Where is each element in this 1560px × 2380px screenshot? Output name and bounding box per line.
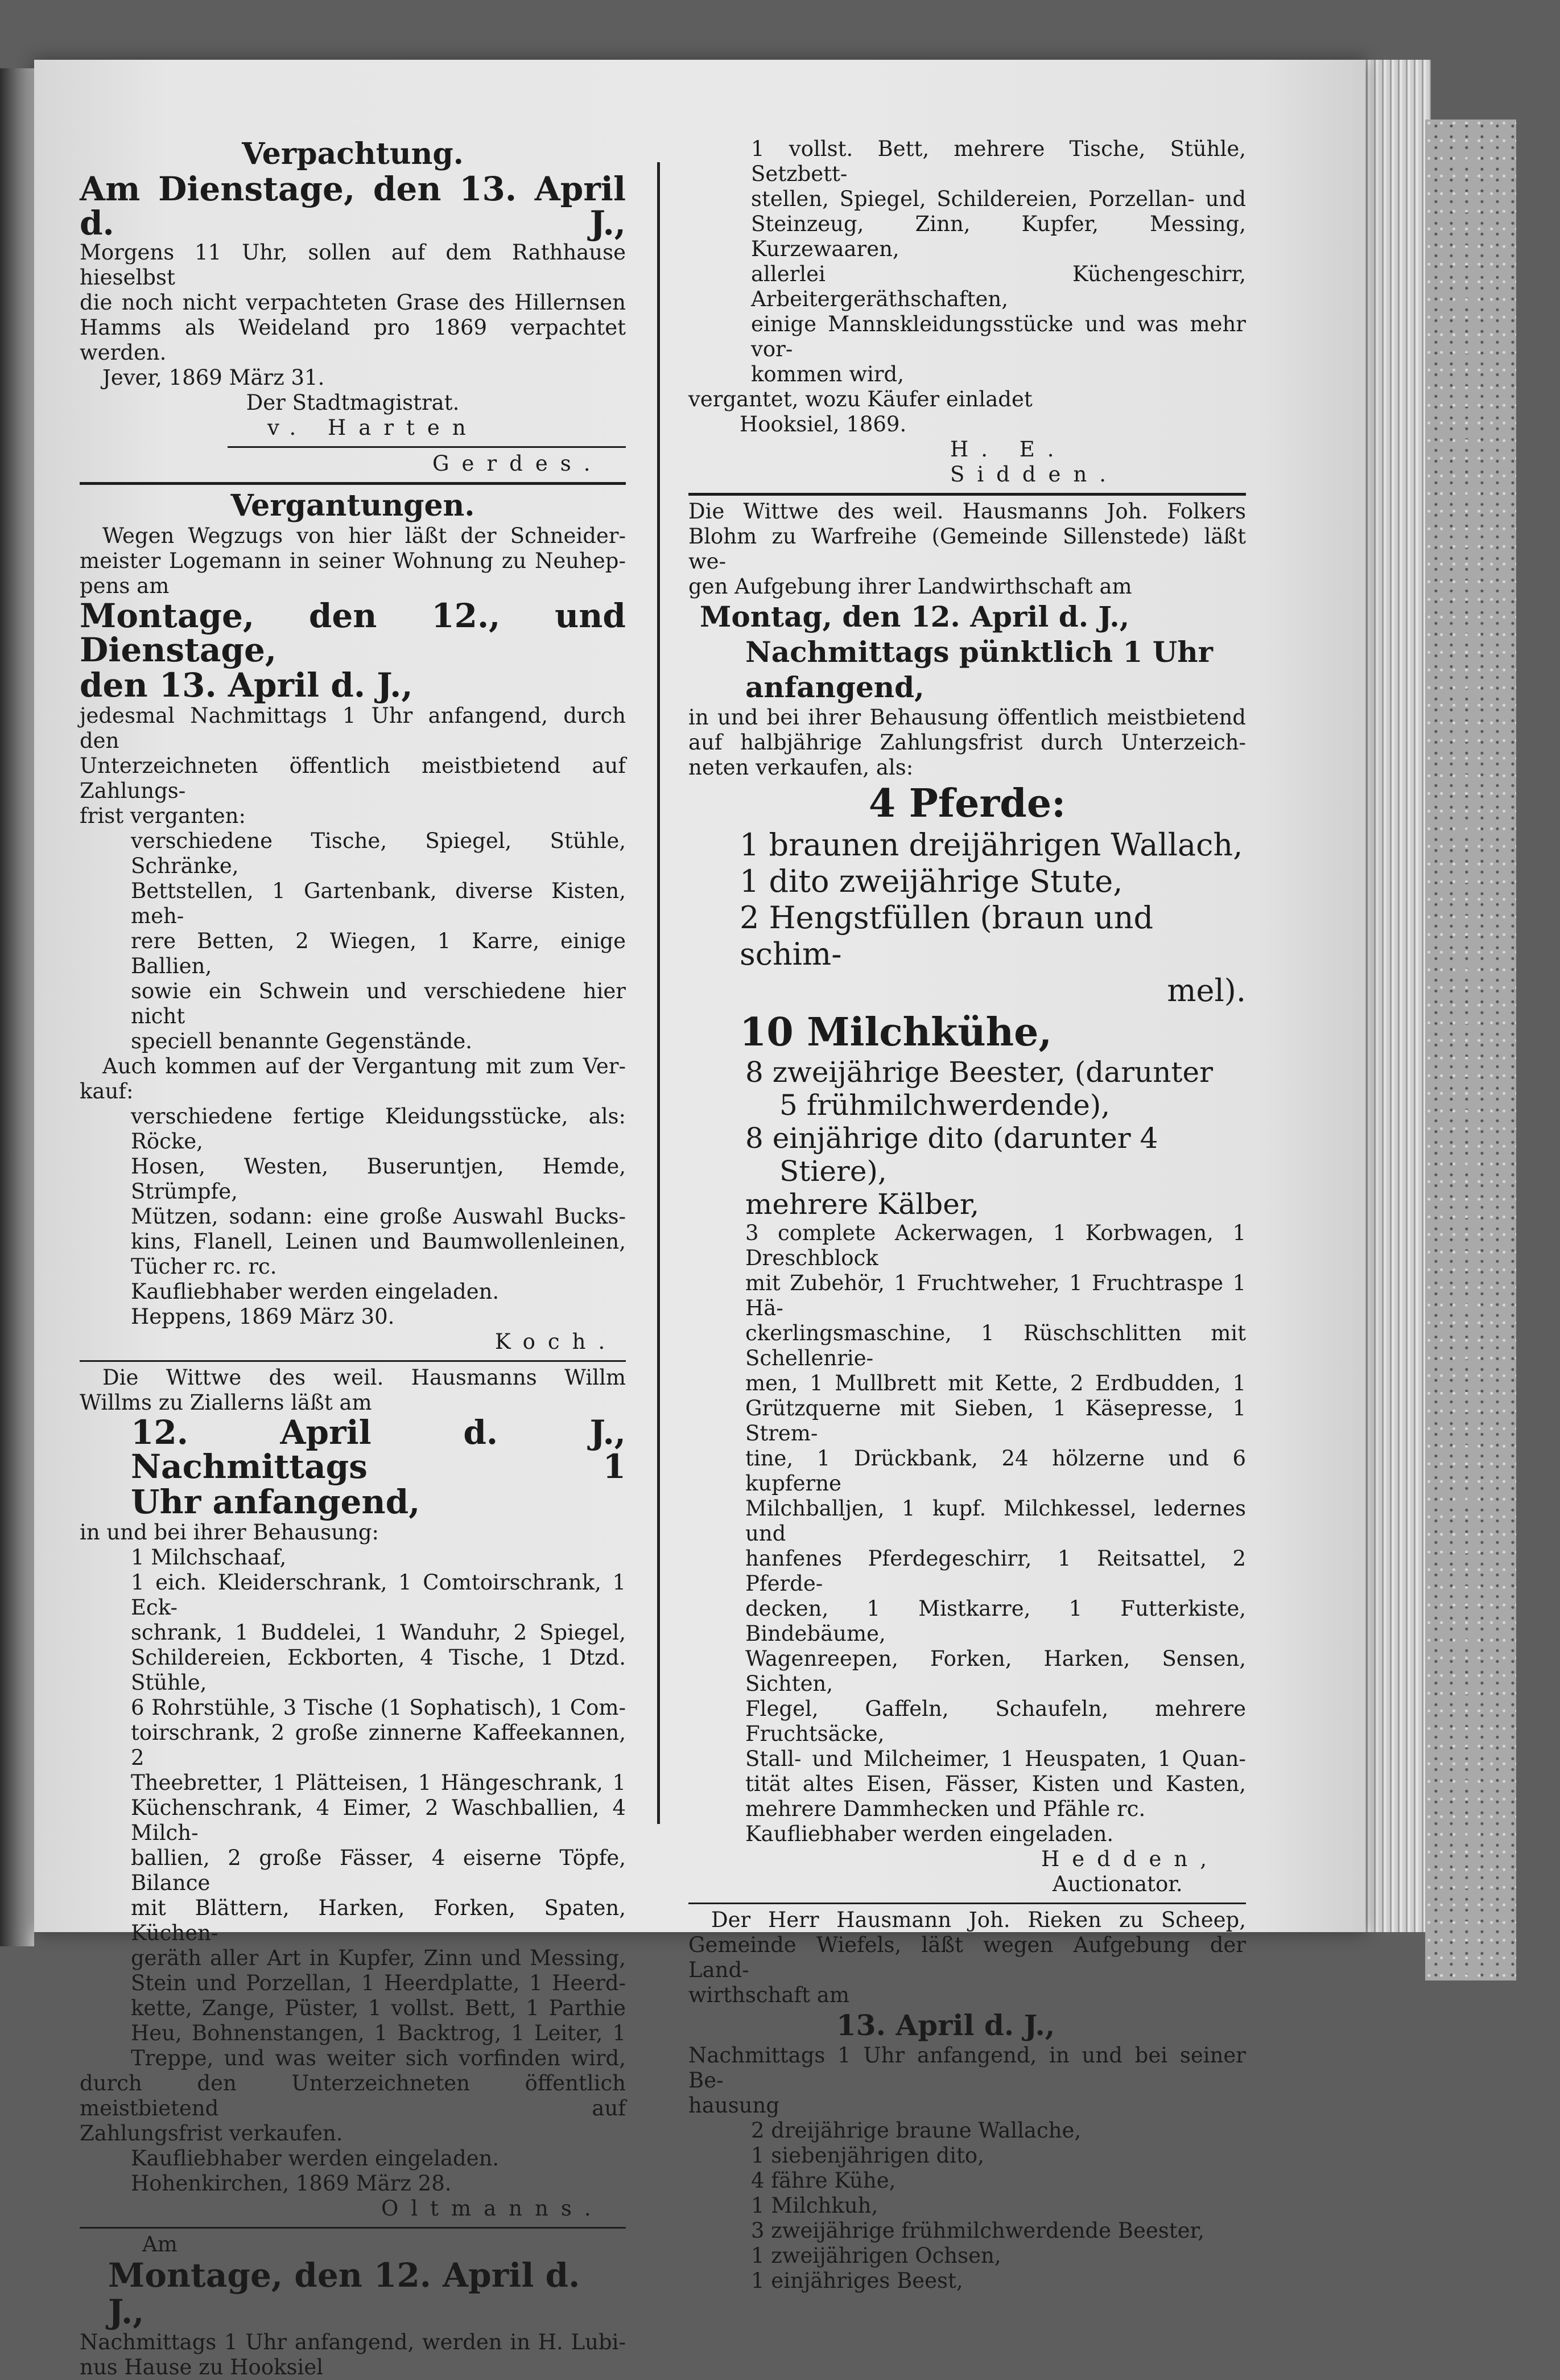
text-line: frist verganten: bbox=[80, 804, 246, 828]
text-line: Zahlungsfrist verkaufen. bbox=[80, 2121, 343, 2146]
text-line: vergantet, wozu Käufer einladet bbox=[688, 387, 1033, 411]
signature: H. E. Sidden. bbox=[950, 437, 1119, 487]
item-line: men, 1 Mullbrett mit Kette, 2 Erdbudden, 1 bbox=[745, 1371, 1246, 1395]
item-line: tität altes Eisen, Fässer, Kisten und Kasten, bbox=[745, 1772, 1246, 1796]
item-line: Hosen, Westen, Buseruntjen, Hemde, Strümpfe, bbox=[131, 1154, 626, 1204]
item-line: verschiedene Tische, Spiegel, Stühle, Schränke, bbox=[131, 829, 626, 878]
item-line: 6 Rohrstühle, 3 Tische (1 Sophatisch), 1 Com- bbox=[131, 1695, 626, 1720]
item-line: hanfenes Pferdegeschirr, 1 Reitsattel, 2 Pferde- bbox=[745, 1546, 1246, 1596]
text-line: Morgens 11 Uhr, sollen auf dem Rathhause hieselbst bbox=[80, 240, 626, 290]
signature-title: Auctionator. bbox=[1053, 1872, 1183, 1896]
text-line: Am bbox=[142, 2232, 178, 2257]
text-line: Hamms als Weideland pro 1869 verpachtet werden. bbox=[80, 315, 626, 365]
invite: Kaufliebhaber werden eingeladen. bbox=[131, 1279, 500, 1304]
text-line: Wegen Wegzugs von hier läßt der Schneider- bbox=[102, 524, 626, 548]
text-line: hausung bbox=[688, 2093, 780, 2118]
item-line: Steinzeug, Zinn, Kupfer, Messing, Kurzewaaren, bbox=[751, 212, 1246, 261]
rieken-notice bbox=[688, 1908, 1246, 2293]
text-line: Blohm zu Warfreihe (Gemeinde Sillenstede) läßt we- bbox=[688, 524, 1246, 574]
text-line: die noch nicht verpachteten Grase des Hillernsen bbox=[80, 290, 626, 315]
item-line: Treppe, und was weiter sich vorfinden wird, bbox=[131, 2046, 626, 2070]
item-line: 1 einjähriges Beest, bbox=[751, 2268, 963, 2293]
cattle-item: 5 frühmilchwerdende), bbox=[779, 1089, 1111, 1122]
text-line: wirthschaft am bbox=[688, 1983, 849, 2007]
cattle-item: 8 zweijährige Beester, (darunter bbox=[745, 1056, 1213, 1089]
item-line: verschiedene fertige Kleidungsstücke, als: Röcke, bbox=[131, 1104, 626, 1154]
milchkuehe-heading: 10 Milchkühe, bbox=[740, 1010, 1053, 1055]
cattle-item: Stiere), bbox=[779, 1155, 887, 1188]
column-divider bbox=[657, 162, 660, 1824]
item-line: 2 dreijährige braune Wallache, bbox=[751, 2118, 1082, 2143]
text-line: auf halbjährige Zahlungsfrist durch Unterzeich- bbox=[688, 730, 1246, 755]
place-date: Hooksiel, 1869. bbox=[740, 412, 907, 437]
text-line: nus Hause zu Hooksiel bbox=[80, 2355, 324, 2379]
item-line: mehrere Dammhecken und Pfähle rc. bbox=[745, 1797, 1146, 1821]
text-line: Die Wittwe des weil. Hausmanns Joh. Folkers bbox=[688, 499, 1246, 524]
item-line: Heu, Bohnenstangen, 1 Backtrog, 1 Leiter, 1 bbox=[131, 2021, 626, 2045]
item-line: 1 Milchschaaf, bbox=[131, 1545, 287, 1570]
auction-time: anfangend, bbox=[745, 670, 925, 704]
item-line: Bettstellen, 1 Gartenbank, diverse Kisten, meh- bbox=[131, 879, 626, 928]
text-line: pens am bbox=[80, 574, 170, 598]
auction-date: 13. April d. J., bbox=[836, 2008, 1055, 2042]
folkers-notice bbox=[688, 499, 1246, 1897]
item-line: kette, Zange, Püster, 1 vollst. Bett, 1 Parthie bbox=[131, 1996, 626, 2020]
text-line: kauf: bbox=[80, 1079, 134, 1103]
item-line: 1 Milchkuh, bbox=[751, 2193, 878, 2218]
invite: Kaufliebhaber werden eingeladen. bbox=[745, 1822, 1114, 1846]
item-line: Schildereien, Eckborten, 4 Tische, 1 Dtzd. Stühle, bbox=[131, 1645, 626, 1695]
pferde-heading: 4 Pferde: bbox=[868, 781, 1066, 826]
text-line: Gemeinde Wiefels, läßt wegen Aufgebung der Land- bbox=[688, 1933, 1246, 1982]
auction-date: Montag, den 12. April d. J., bbox=[700, 600, 1130, 633]
item-line: 1 zweijährigen Ochsen, bbox=[751, 2243, 1001, 2268]
facing-page-edge bbox=[0, 68, 34, 1946]
signature: Koch. bbox=[495, 1329, 618, 1354]
item-line: Theebretter, 1 Plätteisen, 1 Hängeschrank, 1 bbox=[131, 1770, 626, 1795]
item-line: schrank, 1 Buddelei, 1 Wanduhr, 2 Spiegel, bbox=[131, 1620, 626, 1645]
section-rule bbox=[80, 482, 626, 485]
text-line: Auch kommen auf der Vergantung mit zum Ver- bbox=[102, 1054, 626, 1078]
horse-item: mel). bbox=[1167, 973, 1246, 1008]
signature: Hedden, bbox=[1041, 1847, 1220, 1871]
item-line: kins, Flanell, Leinen und Baumwollenleinen, bbox=[131, 1229, 626, 1254]
place-date: Hohenkirchen, 1869 März 28. bbox=[131, 2171, 452, 2196]
item-line: ckerlingsmaschine, 1 Rüschschlitten mit Schellenrie- bbox=[745, 1321, 1246, 1370]
text-line: jedesmal Nachmittags 1 Uhr anfangend, durch den bbox=[80, 703, 626, 753]
vergantungen-heading: Vergantungen. bbox=[230, 488, 475, 523]
item-line: Stall- und Milcheimer, 1 Heuspaten, 1 Quan- bbox=[745, 1747, 1246, 1771]
lubinus-notice-continued bbox=[688, 137, 1246, 487]
item-line: sowie ein Schwein und verschiedene hier nicht bbox=[131, 979, 626, 1028]
signature: v. Harten bbox=[267, 415, 478, 440]
text-line: Nachmittags 1 Uhr anfangend, werden in H. Lubi- bbox=[80, 2330, 626, 2354]
item-line: 1 siebenjährigen dito, bbox=[751, 2143, 984, 2168]
text-line: Der Herr Hausmann Joh. Rieken zu Scheep, bbox=[711, 1908, 1246, 1932]
horse-item: 2 Hengstfüllen (braun und schim- bbox=[740, 900, 1154, 972]
item-line: kommen wird, bbox=[751, 362, 904, 386]
item-line: stellen, Spiegel, Schildereien, Porzellan- und bbox=[751, 187, 1246, 211]
item-line: Wagenreepen, Forken, Harken, Sensen, Sichten, bbox=[745, 1646, 1246, 1696]
lubinus-notice bbox=[80, 2232, 626, 2380]
text-line: neten verkaufen, als: bbox=[688, 755, 914, 780]
item-line: Milchballjen, 1 kupf. Milchkessel, ledernes und bbox=[745, 1496, 1246, 1546]
text-line: meister Logemann in seiner Wohnung zu Neuhep- bbox=[80, 549, 626, 573]
item-line: 3 complete Ackerwagen, 1 Korbwagen, 1 Dreschblock bbox=[745, 1221, 1246, 1270]
item-line: Mützen, sodann: eine große Auswahl Bucks- bbox=[131, 1204, 626, 1229]
auction-date: Montage, den 12. April d. J., bbox=[108, 2256, 580, 2331]
item-line: decken, 1 Mistkarre, 1 Futterkiste, Bindebäume, bbox=[745, 1596, 1246, 1646]
item-line: geräth aller Art in Kupfer, Zinn und Messing, bbox=[131, 1946, 626, 1970]
verpachtung-notice bbox=[80, 137, 626, 476]
auction-date: Uhr anfangend, bbox=[131, 1483, 420, 1521]
book-cover-edge bbox=[1425, 120, 1516, 1980]
authority: Der Stadtmagistrat. bbox=[246, 390, 460, 415]
section-rule bbox=[688, 493, 1246, 496]
text-line: gen Aufgebung ihrer Landwirthschaft am bbox=[688, 574, 1132, 599]
item-line: 3 zweijährige frühmilchwerdende Beester, bbox=[751, 2218, 1204, 2243]
book-page-edges bbox=[1363, 60, 1431, 1932]
text-line: durch den Unterzeichneten öffentlich meistbietend auf bbox=[80, 2071, 626, 2120]
cattle-item: mehrere Kälber, bbox=[745, 1188, 980, 1221]
item-line: 4 fähre Kühe, bbox=[751, 2168, 896, 2193]
item-line: mit Blättern, Harken, Forken, Spaten, Küchen- bbox=[131, 1896, 626, 1945]
section-rule bbox=[688, 1903, 1246, 1904]
place-date: Jever, 1869 März 31. bbox=[102, 365, 325, 390]
item-line: 1 vollst. Bett, mehrere Tische, Stühle, Setzbett- bbox=[751, 137, 1246, 186]
cattle-item: 8 einjährige dito (darunter 4 bbox=[745, 1122, 1158, 1155]
item-line: speciell benannte Gegenstände. bbox=[131, 1029, 473, 1053]
auction-date: 12. April d. J., Nachmittags 1 bbox=[131, 1413, 626, 1486]
auction-time: Nachmittags pünktlich 1 Uhr bbox=[745, 635, 1213, 669]
item-line: rere Betten, 2 Wiegen, 1 Karre, einige Ballien, bbox=[131, 929, 626, 978]
auction-date: den 13. April d. J., bbox=[80, 666, 413, 705]
verpachtung-heading: Verpachtung. bbox=[242, 137, 464, 171]
item-line: Tücher rc. rc. bbox=[131, 1254, 277, 1279]
item-line: 1 eich. Kleiderschrank, 1 Comtoirschrank, 1 Eck- bbox=[131, 1570, 626, 1620]
place-date: Heppens, 1869 März 30. bbox=[131, 1304, 395, 1329]
verpachtung-date: Am Dienstage, den 13. April d. J., bbox=[80, 170, 626, 242]
item-line: ballien, 2 große Fässer, 4 eiserne Töpfe, Bilance bbox=[131, 1846, 626, 1895]
text-line: in und bei ihrer Behausung öffentlich meistbietend bbox=[688, 705, 1246, 730]
rule bbox=[228, 446, 626, 448]
item-line: toirschrank, 2 große zinnerne Kaffeekannen, 2 bbox=[131, 1720, 626, 1770]
item-line: mit Zubehör, 1 Fruchtweher, 1 Fruchtraspe 1 Hä- bbox=[745, 1271, 1246, 1320]
willms-notice bbox=[80, 1365, 626, 2221]
item-line: einige Mannskleidungsstücke und was mehr vor- bbox=[751, 312, 1246, 361]
left-column bbox=[80, 137, 626, 2380]
invite: Kaufliebhaber werden eingeladen. bbox=[131, 2146, 500, 2171]
signature: Oltmanns. bbox=[381, 2196, 604, 2221]
signature: Gerdes. bbox=[432, 451, 603, 476]
text-line: Nachmittags 1 Uhr anfangend, in und bei seiner Be- bbox=[688, 2043, 1246, 2093]
text-line: Willms zu Ziallerns läßt am bbox=[80, 1390, 372, 1415]
horse-item: 1 braunen dreijährigen Wallach, bbox=[740, 827, 1243, 863]
item-line: Flegel, Gaffeln, Schaufeln, mehrere Fruchtsäcke, bbox=[745, 1697, 1246, 1746]
horse-item: 1 dito zweijährige Stute, bbox=[740, 863, 1123, 899]
vergantungen-notice bbox=[80, 488, 626, 1354]
item-line: allerlei Küchengeschirr, Arbeitergeräthschaften, bbox=[751, 262, 1246, 311]
item-line: Küchenschrank, 4 Eimer, 2 Waschballien, 4 Milch- bbox=[131, 1796, 626, 1845]
section-rule bbox=[80, 2227, 626, 2229]
text-line: in und bei ihrer Behausung: bbox=[80, 1520, 379, 1545]
auction-date: Montage, den 12., und Dienstage, bbox=[80, 596, 626, 669]
text-line: Die Wittwe des weil. Hausmanns Willm bbox=[102, 1365, 626, 1390]
right-column bbox=[688, 137, 1246, 2293]
item-line: Stein und Porzellan, 1 Heerdplatte, 1 Heerd- bbox=[131, 1971, 626, 1995]
item-line: Grützquerne mit Sieben, 1 Käsepresse, 1 Strem- bbox=[745, 1396, 1246, 1446]
text-line: Unterzeichneten öffentlich meistbietend auf Zahlungs- bbox=[80, 753, 626, 803]
item-line: tine, 1 Drückbank, 24 hölzerne und 6 kupferne bbox=[745, 1446, 1246, 1496]
section-rule bbox=[80, 1360, 626, 1362]
